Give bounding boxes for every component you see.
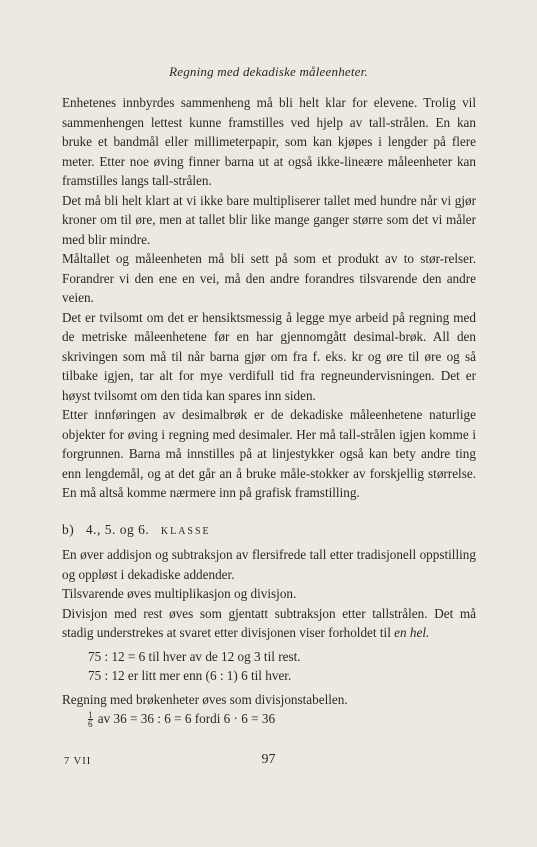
section-grades: 4., 5. og 6. bbox=[85, 522, 150, 537]
body-text-upper bbox=[62, 93, 476, 503]
paragraph-text: Divisjon med rest øves som gjentatt subtraksjon etter tallstrålen. Det må stadig understrekes at svaret etter divisjonen viser forholdet til bbox=[62, 605, 476, 640]
fraction-equation bbox=[62, 709, 476, 729]
paragraph: Etter innføringen av desimalbrøk er de dekadiske måleenhetene naturlige objekter for øving i regning med desimaler. Her må tall-strålen igjen komme i forgrunnen. Barna må innstilles på at linjestykker også kan bety andre ting enn lengdemål, og at det går an å bruke måle-stokker av forskjellig størrelse. En må altså komme nærmere inn på grafisk framstilling. bbox=[62, 407, 476, 500]
paragraph: Måltallet og måleenheten må bli sett på som et produkt av to stør-relser. Forandrer vi den ene en vei, må den andre forandres tilsvarende den andre veien. bbox=[62, 251, 476, 305]
fraction-equation-text: av 36 = 36 : 6 = 6 fordi 6 · 6 = 36 bbox=[97, 711, 276, 726]
emphasis-en-hel: en hel. bbox=[394, 625, 430, 640]
running-header: Regning med dekadiske måleenheter. bbox=[169, 64, 368, 79]
paragraph: Det må bli helt klart at vi ikke bare multipliserer tallet med hundre når vi gjør kroner om til øre, men at tallet blir like mange ganger større som det vi måler med blir mindre. bbox=[62, 192, 476, 247]
body-text-lower bbox=[62, 545, 476, 729]
fraction-denominator: 6 bbox=[88, 719, 93, 730]
page-number: 97 bbox=[261, 752, 276, 767]
paragraph: Enhetenes innbyrdes sammenheng må bli helt klar for elevene. Trolig vil sammenhengen lettest kunne framstilles ved hjelp av tall-strålen. En kan bruke et bandmål eller millimeterpapir, som kan kjøpes i lengder på flere meter. Etter noe øving finner barna ut at også ikke-lineære måleenheter kan framstilles langs tall-strålen. bbox=[62, 95, 476, 188]
fraction-numerator: 1 bbox=[88, 710, 93, 721]
paragraph: En øver addisjon og subtraksjon av flersifrede tall etter tradisjonell oppstilling og oppløst i dekadiske addender. bbox=[62, 547, 476, 582]
paragraph bbox=[62, 604, 476, 643]
paragraph: Regning med brøkenheter øves som divisjonstabellen. bbox=[62, 691, 348, 707]
signature-mark: 7 VII bbox=[64, 756, 92, 767]
section-klasse: KLASSE bbox=[160, 526, 211, 537]
fraction bbox=[88, 711, 93, 728]
paragraph: Tilsvarende øves multiplikasjon og divisjon. bbox=[62, 586, 297, 601]
paragraph: Det er tvilsomt om det er hensiktsmessig å legge mye arbeid på regning med de metriske måleenhetene før en har gjennomgått desimal-brøk. All den skrivingen som må til når barna gjør om fra f. eks. kr og øre til øre og så tilbake igjen, tar alt for mye verdifull tid fra regneundervisningen. Det er høyst tvilsomt om den tida kan spares inn siden. bbox=[62, 309, 476, 403]
section-letter: b) bbox=[62, 522, 75, 537]
equation-line: 75 : 12 = 6 til hver av de 12 og 3 til rest. bbox=[88, 648, 301, 664]
equation-line: 75 : 12 er litt mer enn (6 : 1) 6 til hver. bbox=[88, 668, 292, 683]
section-heading bbox=[62, 522, 211, 538]
